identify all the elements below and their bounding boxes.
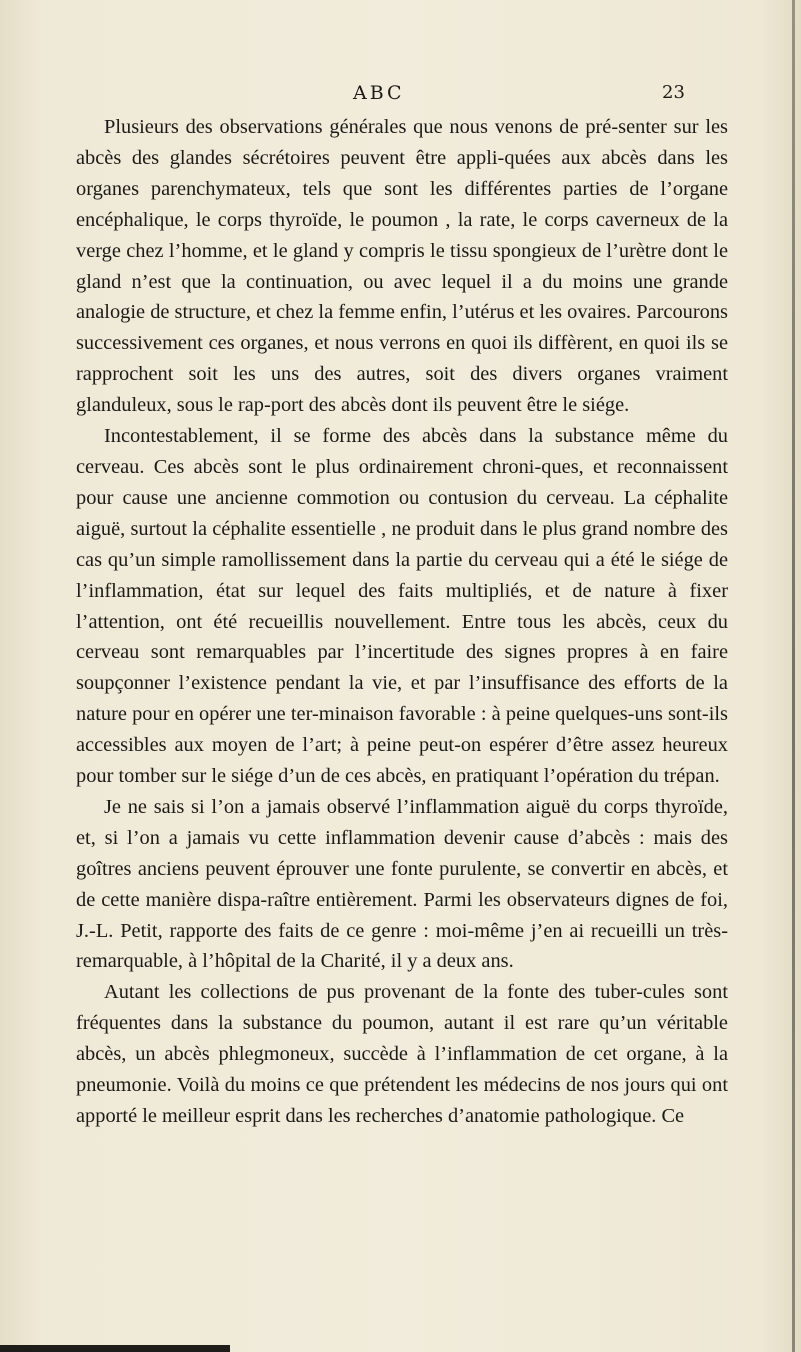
page-header (0, 82, 801, 112)
bottom-rule (0, 1345, 230, 1352)
paragraph-3: Je ne sais si l’on a jamais observé l’inflammation aiguë du corps thyroïde, et, si l’on a jamais vu cette inflammation devenir cause d’abcès : mais des goîtres anciens peuvent éprouver une fonte purulente, se convertir en abcès, et de cette manière dispa-raître entièrement. Parmi les observateurs dignes de foi, J.-L. Petit, rapporte des faits de ce genre : moi-même j’en ai recueilli un très-remarquable, à l’hôpital de la Charité, il y a deux ans. (76, 795, 728, 973)
page-number: 23 (662, 82, 685, 103)
paragraph-1: Plusieurs des observations générales que nous venons de pré-senter sur les abcès des glandes sécrétoires peuvent être appli-quées aux abcès dans les organes parenchymateux, tels que sont les différentes parties de l’organe encéphalique, le corps thyroïde, le poumon , la rate, le corps caverneux de la verge chez l’homme, et le gland y compris le tissu spongieux de l’urètre dont le gland n’est que la continuation, ou avec lequel il a du moins une grande analogie de structure, et chez la femme enfin, l’utérus et les ovaires. Parcourons successivement ces organes, et nous verrons en quoi ils diffèrent, en quoi ils se rapprochent soit les uns des autres, soit des divers organes vraiment glanduleux, sous le rap-port des abcès dont ils peuvent être le siége. (76, 116, 728, 417)
paragraph-4: Autant les collections de pus provenant de la fonte des tuber-cules sont fréquentes dans la substance du poumon, autant il est rare qu’un véritable abcès, un abcès phlegmoneux, succède à l’inflammation de cet organe, à la pneumonie. Voilà du moins ce que prétendent les médecins de nos jours qui ont apporté le meilleur esprit dans les recherches d’anatomie pathologique. Ce (76, 981, 728, 1127)
binding-edge (792, 0, 795, 1352)
paragraph-2: Incontestablement, il se forme des abcès dans la substance même du cerveau. Ces abcès sont le plus ordinairement chroni-ques, et reconnaissent pour cause une ancienne commotion ou contusion du cerveau. La céphalite aiguë, surtout la céphalite essentielle , ne produit dans le plus grand nombre des cas qu’un simple ramollissement dans la partie du cerveau qui a été le siége de l’inflammation, état sur lequel des faits multipliés, et de nature à fixer l’attention, ont été recueillis nouvellement. Entre tous les abcès, ceux du cerveau sont remarquables par l’incertitude des signes propres à en faire soupçonner l’existence pendant la vie, et par l’insuffisance des efforts de la nature pour en opérer une ter-minaison favorable : à peine quelques-uns sont-ils accessibles aux moyen de l’art; à peine peut-on espérer d’être assez heureux pour tomber sur le siége d’un de ces abcès, en pratiquant l’opération du trépan. (76, 425, 728, 788)
body-text (76, 112, 728, 1132)
running-head: ABC (353, 82, 405, 104)
